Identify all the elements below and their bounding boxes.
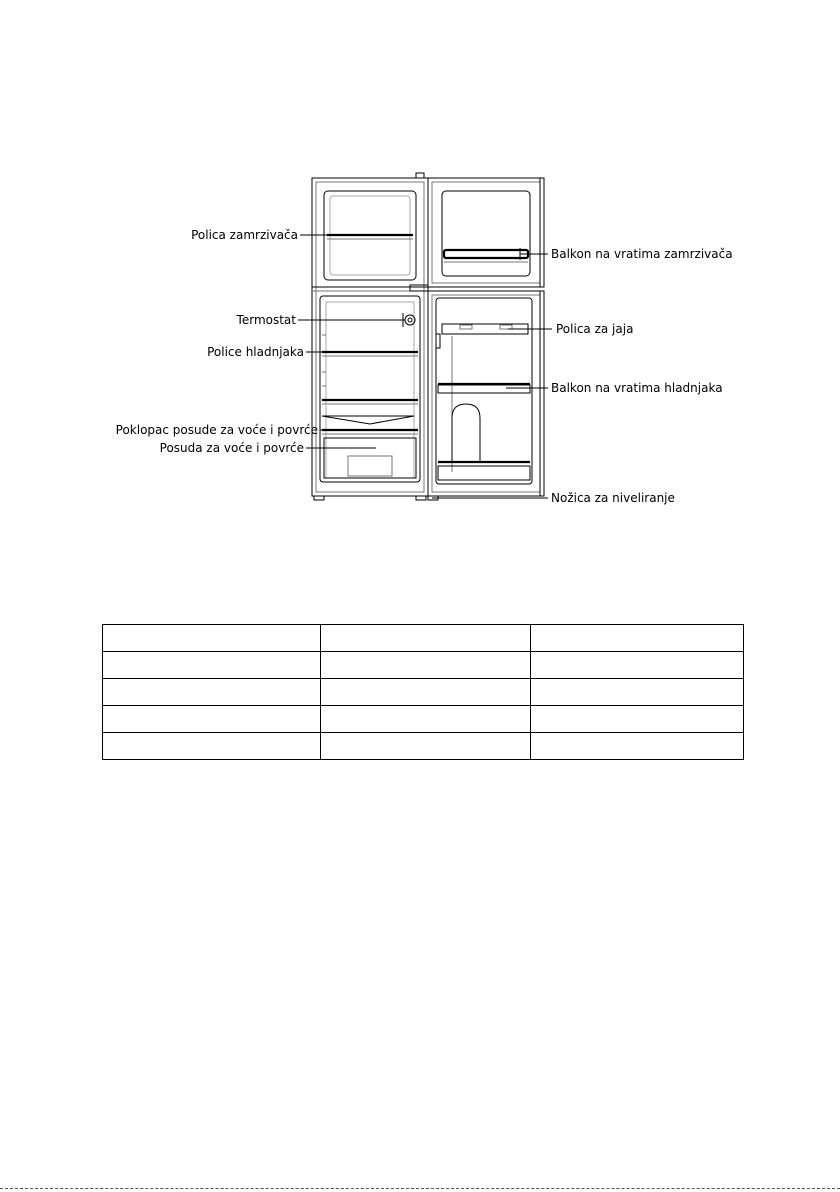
table-cell bbox=[103, 733, 321, 760]
table-cell bbox=[103, 625, 321, 652]
table-row bbox=[103, 625, 744, 652]
freezer-door bbox=[428, 178, 544, 287]
table-cell bbox=[103, 706, 321, 733]
table-cell bbox=[531, 679, 744, 706]
table-cell bbox=[321, 625, 531, 652]
table-row bbox=[103, 706, 744, 733]
label-crisper-cover: Poklopac posude za voće i povrće bbox=[115, 423, 318, 437]
table-cell bbox=[103, 679, 321, 706]
freezer-shelf bbox=[327, 235, 413, 239]
fridge-compartment bbox=[320, 296, 420, 482]
label-egg-shelf: Polica za jaja bbox=[556, 322, 634, 336]
crisper-cover bbox=[322, 416, 418, 434]
table-cell bbox=[531, 733, 744, 760]
label-thermostat: Termostat bbox=[236, 313, 296, 327]
spec-table bbox=[102, 624, 744, 760]
table-cell bbox=[103, 652, 321, 679]
table-cell bbox=[531, 706, 744, 733]
page-bottom-rule bbox=[0, 1188, 840, 1189]
table-cell bbox=[321, 733, 531, 760]
label-fridge-shelves: Police hladnjaka bbox=[207, 345, 304, 359]
table-row bbox=[103, 733, 744, 760]
table-cell bbox=[321, 652, 531, 679]
crisper-drawer bbox=[324, 438, 416, 478]
fridge-shelves bbox=[322, 320, 418, 404]
egg-shelf bbox=[442, 324, 528, 472]
table-row bbox=[103, 652, 744, 679]
table-row bbox=[103, 679, 744, 706]
table-cell bbox=[321, 706, 531, 733]
refrigerator-diagram bbox=[0, 0, 840, 560]
cabinet-feet bbox=[314, 496, 426, 500]
table-cell bbox=[321, 679, 531, 706]
freezer-door-balcony bbox=[444, 248, 528, 262]
table-cell bbox=[531, 625, 744, 652]
table-cell bbox=[531, 652, 744, 679]
label-leveling-foot: Nožica za niveliranje bbox=[551, 491, 675, 505]
label-crisper: Posuda za voće i povrće bbox=[159, 441, 304, 455]
label-freezer-shelf: Polica zamrzivača bbox=[191, 228, 298, 242]
label-fridge-door-balcony: Balkon na vratima hladnjaka bbox=[551, 381, 723, 395]
leader-lines bbox=[298, 235, 552, 498]
label-freezer-door-balcony: Balkon na vratima zamrzivača bbox=[551, 247, 733, 261]
